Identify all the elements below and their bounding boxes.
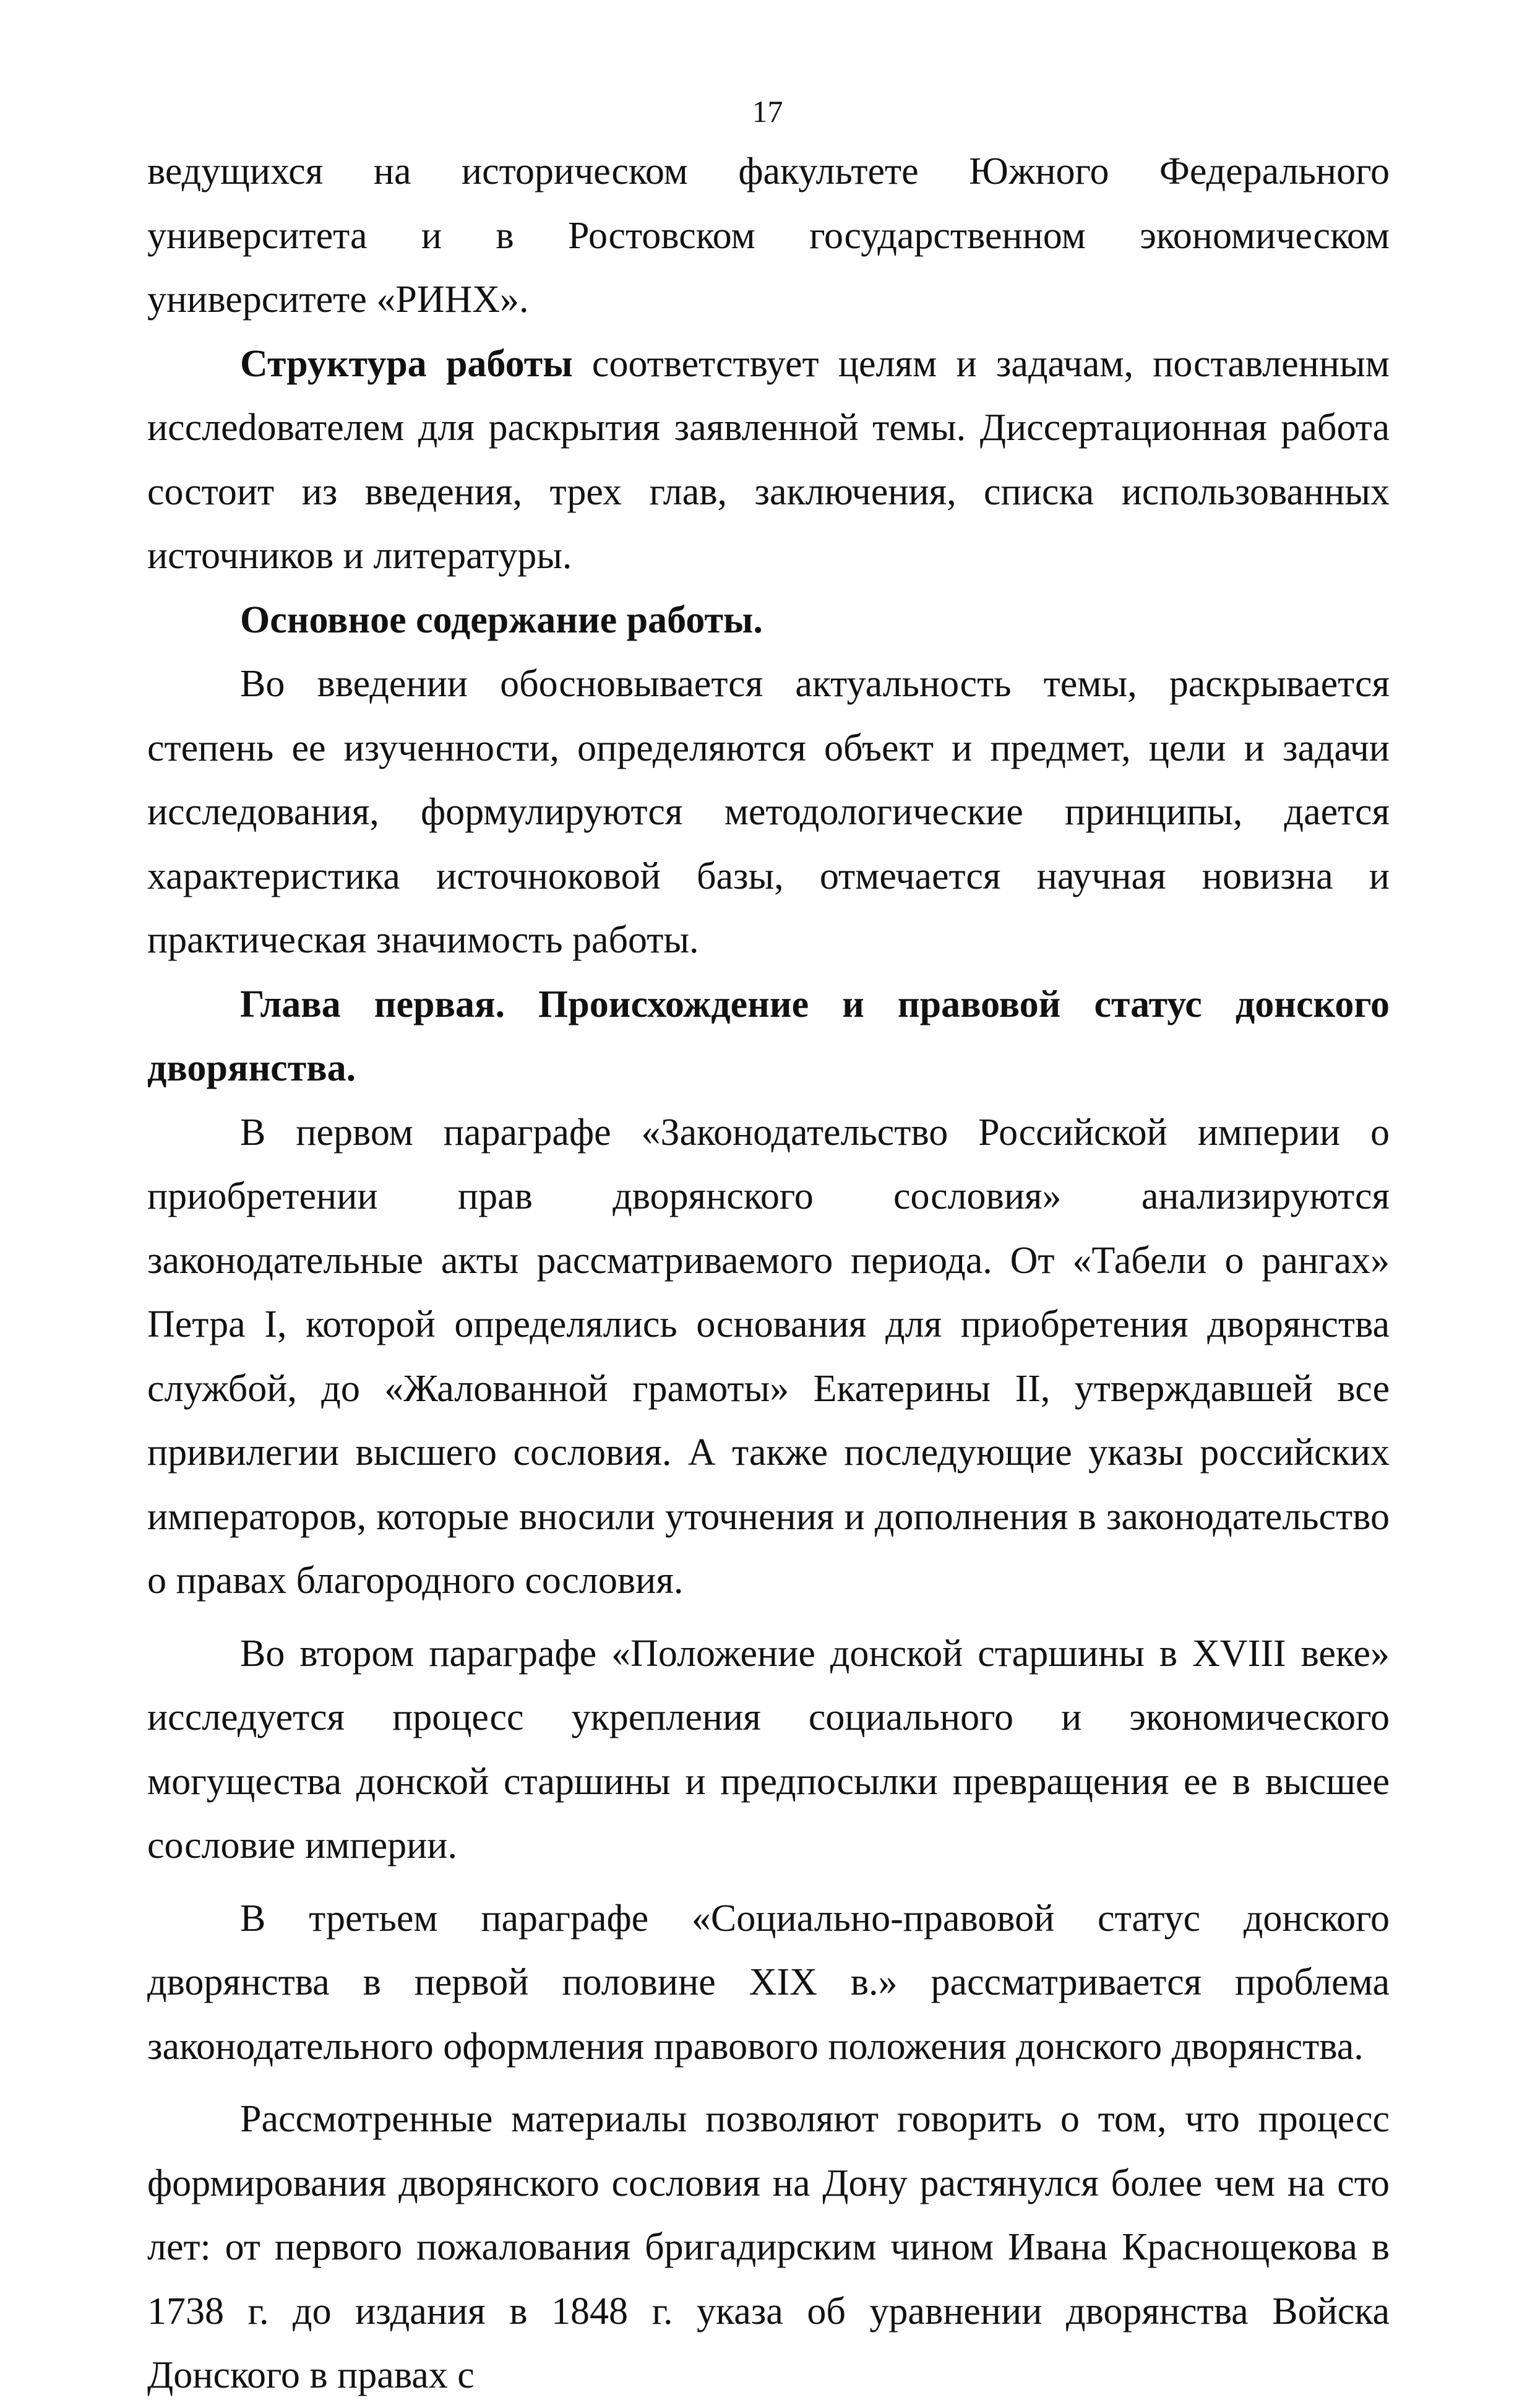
structure-lead: Структура работы <box>240 342 573 385</box>
paragraph-structure <box>147 332 1390 589</box>
chapter-heading-one: Глава первая. Происхождение и правовой статус донского дворянства. <box>147 983 1390 1089</box>
section-heading-main-content: Основное содержание работы. <box>240 598 763 641</box>
paragraph-first-section: В первом параграфе «Законодательство Российской империи о приобретении прав дворянского сословия» анализируются законодательные акты рассматриваемого периода. От «Табели о рангах» Петра I, которой определялись основания для приобретения дворянства службой, до «Жалованной грамоты» Екатерины II, утверждавшей все привилегии высшего сословия. А также последующие указы российских императоров, которые вносили уточнения и дополнения в законодательство о правах благородного сословия. <box>147 1111 1390 1602</box>
paragraph-introduction: Во введении обосновывается актуальность темы, раскрывается степень ее изученности, определяются объект и предмет, цели и задачи исследования, формулируются методологические принципы, дается характеристика источноковой базы, отмечается научная новизна и практическая значимость работы. <box>147 663 1390 961</box>
structure-text: соответствует целям и задачам, поставленным исслеdователем для раскрытия заявленной темы. Диссертационная работа состоит из введения, трех глав, заключения, списка использованных источников и литературы. <box>147 342 1390 577</box>
paragraph-conclusions: Рассмотренные материалы позволяют говорить о том, что процесс формирования дворянского сословия на Дону растянулся более чем на сто лет: от первого пожалования бригадирским чином Ивана Краснощекова в 1738 г. до издания в 1848 г. указа об уравнении дворянства Войска Донского в правах с <box>147 2098 1390 2396</box>
page-number: 17 <box>752 94 783 129</box>
document-body <box>147 140 1390 2408</box>
paragraph-third-section: В третьем параграфе «Социально-правовой статус донского дворянства в первой половине XIX в.» рассматривается проблема законодательного оформления правового положения донского дворянства. <box>147 1897 1390 2068</box>
paragraph-continuation: ведущихся на историческом факультете Южного Федерального университета и в Ростовском государственном экономическом университете «РИНХ». <box>147 150 1390 321</box>
paragraph-second-section: Во втором параграфе «Положение донской старшины в XVIII веке» исследуется процесс укрепления социального и экономического могущества донской старшины и предпосылки превращения ее в высшее сословие империи. <box>147 1632 1390 1866</box>
